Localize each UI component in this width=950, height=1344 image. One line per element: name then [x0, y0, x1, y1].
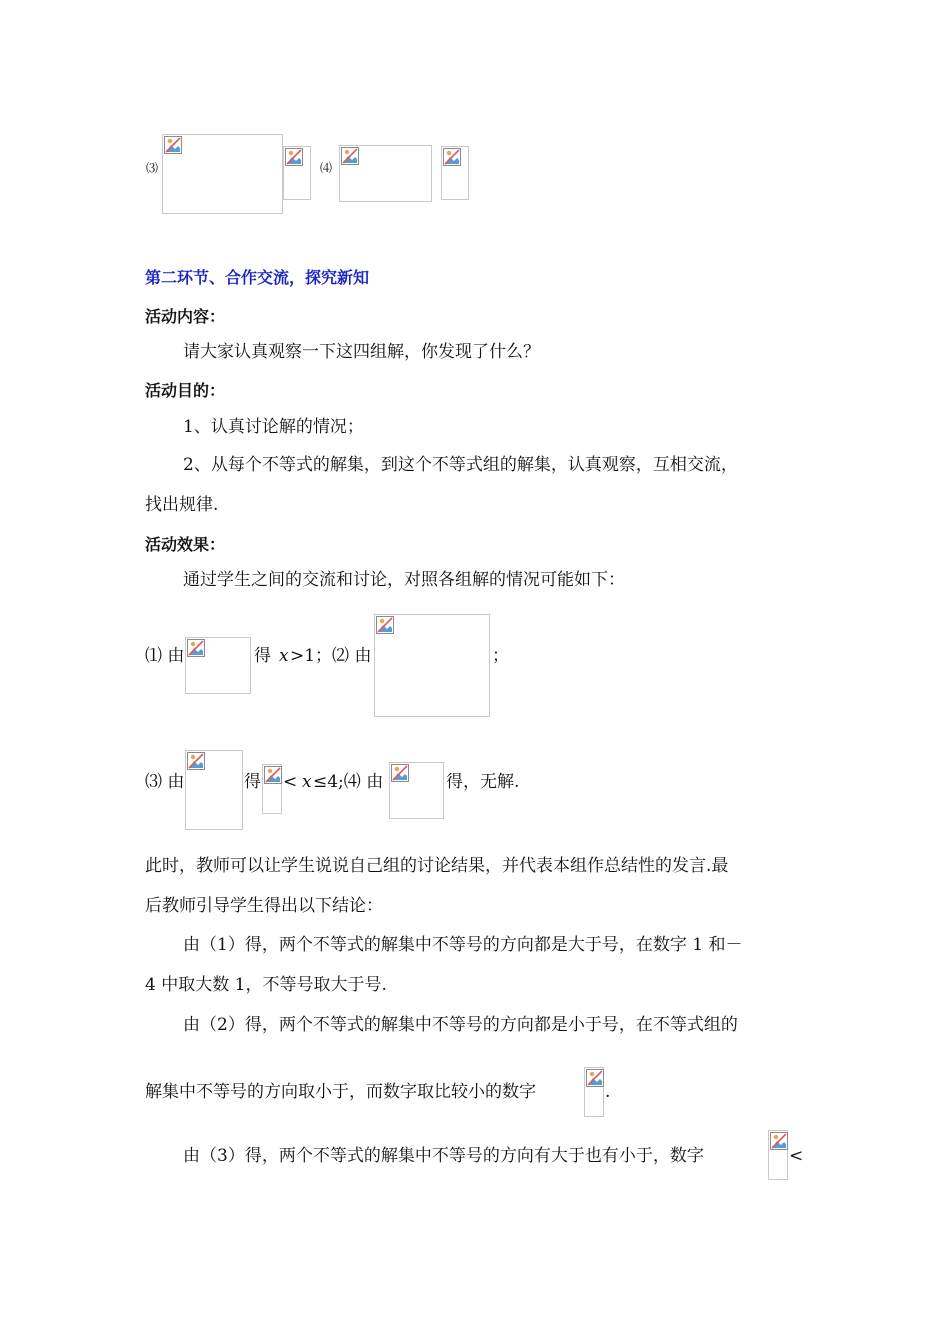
purpose-title: 活动目的：	[145, 381, 226, 400]
label-3: ⑶	[146, 161, 159, 175]
purpose-item-1: 1、认真讨论解的情况；	[183, 417, 364, 437]
section-heading: 第二环节、合作交流，探究新知	[145, 268, 370, 287]
effect-title: 活动效果：	[145, 535, 226, 554]
conclusion-c1-line2: 4 中取大数 1，不等号取大于号.	[145, 975, 387, 995]
purpose-item-2-cont: 找出规律.	[145, 495, 219, 515]
image-icon	[770, 1132, 788, 1150]
image-placeholder	[185, 637, 251, 694]
content-text: 请大家认真观察一下这四组解，你发现了什么？	[183, 342, 540, 362]
purpose-item-2: 2、从每个不等式的解集，到这个不等式组的解集，认真观察，互相交流，	[183, 455, 738, 475]
image-icon	[586, 1069, 604, 1087]
row2-x: x	[302, 772, 312, 792]
image-placeholder	[185, 750, 243, 830]
image-icon	[376, 616, 394, 634]
row1-label1: ⑴ 由	[145, 646, 185, 666]
row2-de: 得	[244, 772, 261, 792]
conclusion-c2-period: .	[605, 1082, 611, 1102]
image-icon	[187, 752, 205, 770]
conclusion-line2: 后教师引导学生得出以下结论：	[145, 896, 383, 916]
image-icon	[285, 148, 303, 166]
image-placeholder	[162, 134, 283, 214]
image-placeholder	[389, 762, 444, 819]
image-icon	[391, 764, 409, 782]
conclusion-line1: 此时，教师可以让学生说说自己组的讨论结果，并代表本组作总结性的发言.最	[145, 856, 729, 876]
row2-end: 得，无解.	[446, 772, 520, 792]
row2-label1: ⑶ 由	[145, 772, 185, 792]
image-icon	[443, 148, 461, 166]
image-icon	[341, 147, 359, 165]
image-placeholder	[441, 146, 469, 200]
image-placeholder	[584, 1067, 604, 1117]
row1-label2: >1；⑵ 由	[290, 646, 372, 666]
row1-end: ；	[492, 646, 509, 666]
image-icon	[164, 136, 182, 154]
conclusion-c2-line1: 由（2）得，两个不等式的解集中不等号的方向都是小于号，在不等式组的	[183, 1015, 738, 1035]
image-icon	[187, 639, 205, 657]
content-title: 活动内容：	[145, 307, 226, 326]
image-placeholder	[374, 614, 490, 717]
row2-label2: ≤4;⑷ 由	[313, 772, 384, 792]
image-icon	[264, 766, 282, 784]
row1-x: x	[279, 646, 289, 666]
conclusion-c1-line1: 由（1）得，两个不等式的解集中不等号的方向都是大于号，在数字 1 和－	[183, 935, 743, 955]
conclusion-c2-line2: 解集中不等号的方向取小于，而数字取比较小的数字	[145, 1082, 536, 1102]
label-4: ⑷	[320, 161, 333, 175]
row1-de: 得	[254, 646, 271, 666]
conclusion-c3-lt: <	[789, 1146, 804, 1166]
row2-lt: <	[283, 772, 298, 792]
effect-text: 通过学生之间的交流和讨论，对照各组解的情况可能如下：	[183, 570, 625, 590]
image-placeholder	[283, 146, 311, 200]
image-placeholder	[339, 145, 432, 202]
conclusion-c3-line1: 由（3）得，两个不等式的解集中不等号的方向有大于也有小于，数字	[183, 1146, 704, 1166]
image-placeholder	[262, 764, 282, 814]
image-placeholder	[768, 1130, 788, 1180]
